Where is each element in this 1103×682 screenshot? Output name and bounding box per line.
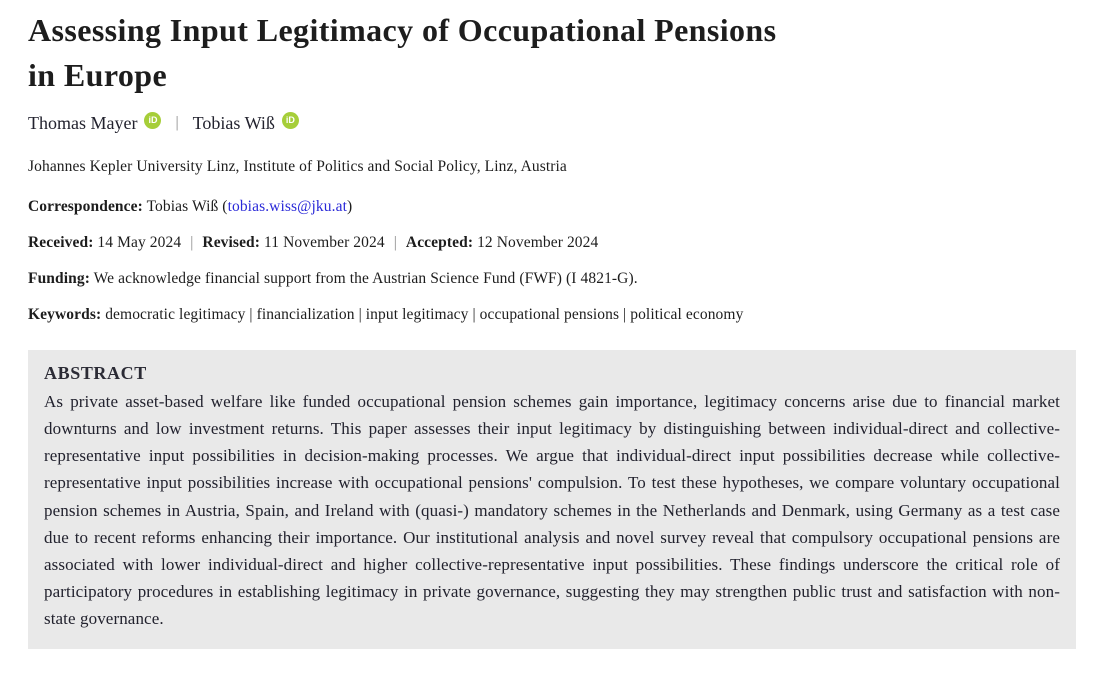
author-1 bbox=[28, 113, 161, 134]
accepted-label: Accepted: bbox=[405, 233, 474, 251]
received-value: 14 May 2024 bbox=[93, 233, 182, 251]
keywords-label: Keywords: bbox=[28, 305, 102, 323]
correspondence-name: Tobias Wiß ( bbox=[142, 197, 228, 215]
abstract-box bbox=[28, 350, 1076, 649]
title-line-1: Assessing Input Legitimacy of Occupational Pensions bbox=[28, 12, 777, 48]
author-1-name: Thomas Mayer bbox=[28, 112, 138, 133]
abstract-text: As private asset-based welfare like funded occupational pension schemes gain importance, legitimacy concerns arise due to financial market downturns and low investment returns. This paper assesses their input legitimacy by distinguishing between individual-direct and collective-representative input possibilities in decision-making processes. We argue that individual-direct input possibilities decrease while collective-representative input possibilities increase with occupational pensions' compulsion. To test these hypotheses, we compare voluntary occupational pension schemes in Austria, Spain, and Ireland with (quasi-) mandatory schemes in the Netherlands and Denmark, using Germany as a test case due to recent reforms enhancing their importance. Our institutional analysis and novel survey reveal that compulsory occupational pensions are associated with lower individual-direct and higher collective-representative input possibilities. These findings underscore the critical role of participatory procedures in establishing legitimacy in private governance, suggesting they may strengthen public trust and satisfaction with non-state governance. bbox=[44, 391, 1060, 629]
affiliation: Johannes Kepler University Linz, Institute of Politics and Social Policy, Linz, Austria bbox=[28, 157, 567, 175]
correspondence-line bbox=[28, 198, 1076, 216]
revised-value: 11 November 2024 bbox=[260, 233, 385, 251]
dates-separator: | bbox=[190, 233, 194, 251]
orcid-icon[interactable]: iD bbox=[282, 112, 299, 129]
funding-label: Funding: bbox=[28, 269, 90, 287]
funding-text: We acknowledge financial support from the Austrian Science Fund (FWF) (I 4821-G). bbox=[89, 269, 638, 287]
keywords-line bbox=[28, 306, 1076, 324]
funding-line bbox=[28, 270, 1076, 288]
author-2-name: Tobias Wiß bbox=[192, 112, 275, 133]
authors-row bbox=[28, 113, 1076, 134]
abstract-heading: ABSTRACT bbox=[44, 362, 147, 383]
author-2 bbox=[193, 113, 299, 134]
correspondence-label: Correspondence: bbox=[28, 197, 143, 215]
title-line-2: in Europe bbox=[28, 57, 168, 94]
orcid-icon[interactable]: iD bbox=[144, 112, 161, 129]
page-title bbox=[28, 8, 1076, 99]
author-separator: | bbox=[175, 114, 179, 132]
revised-label: Revised: bbox=[202, 233, 261, 251]
correspondence-close-paren: ) bbox=[346, 197, 353, 215]
dates-separator: | bbox=[393, 233, 397, 251]
correspondence-email-link[interactable]: tobias.wiss@jku.at bbox=[227, 197, 347, 215]
keywords-text: democratic legitimacy | financialization | input legitimacy | occupational pensions | political economy bbox=[101, 305, 744, 323]
dates-line bbox=[28, 234, 1076, 252]
accepted-value: 12 November 2024 bbox=[473, 233, 599, 251]
received-label: Received: bbox=[28, 233, 94, 251]
